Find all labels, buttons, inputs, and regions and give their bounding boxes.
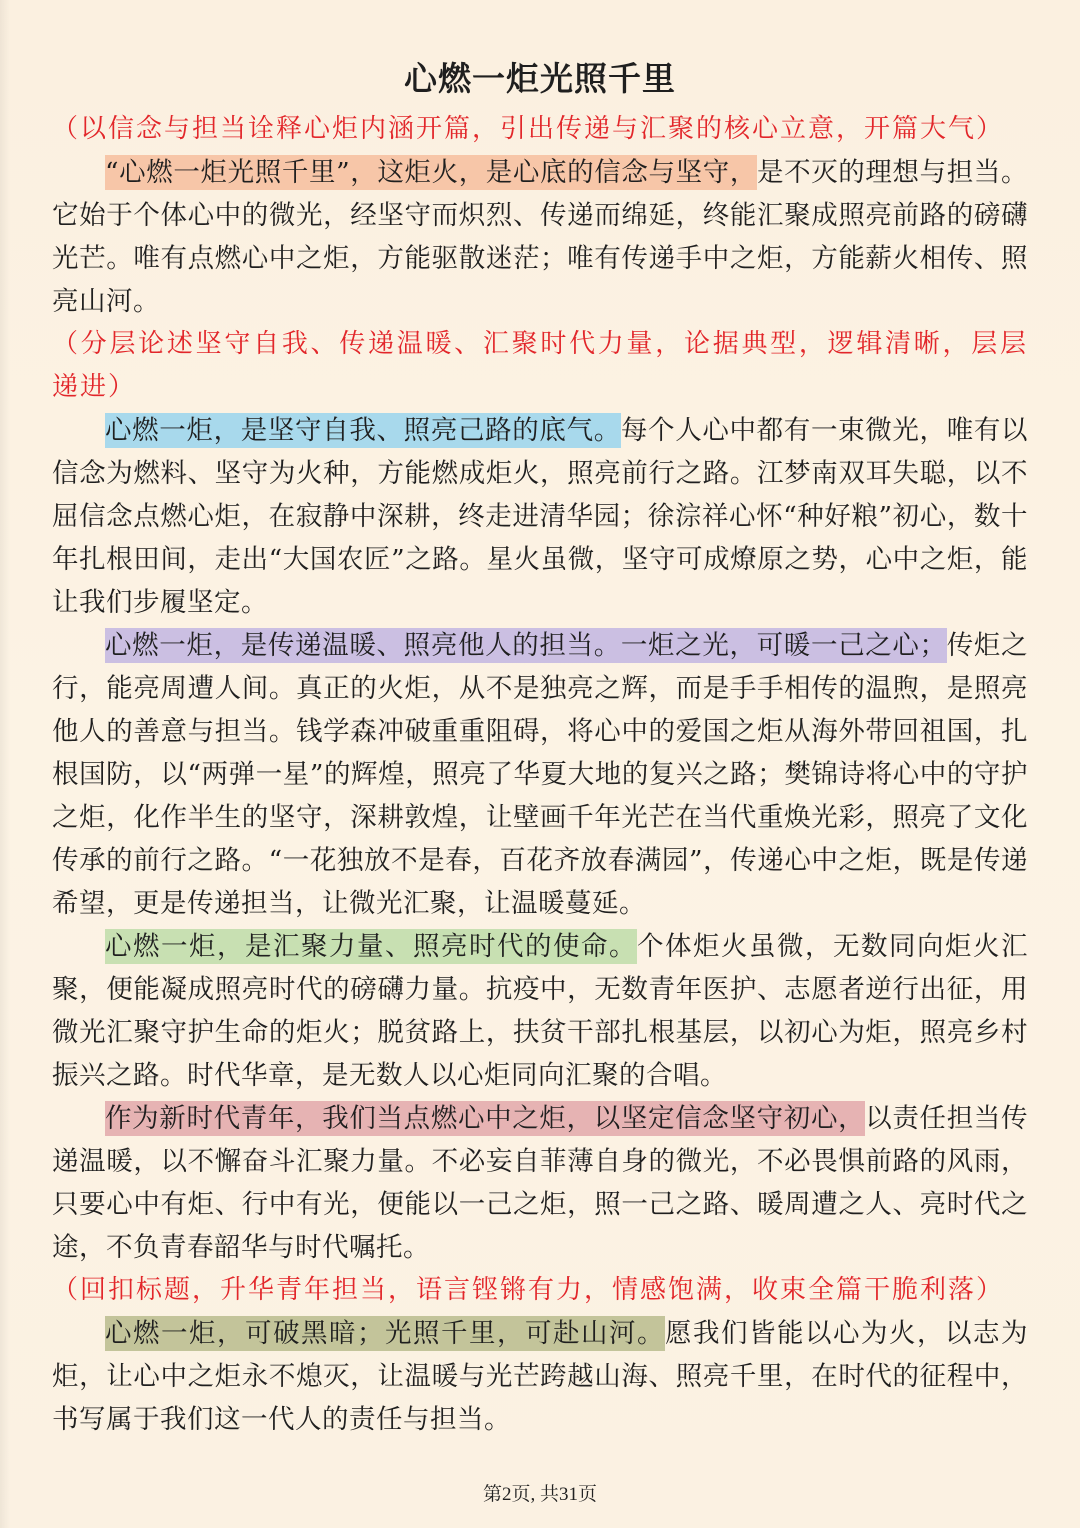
paragraph-text: 个体炬火虽微，无数同向炬火汇聚，便能凝成照亮时代的磅礴力量。抗疫中，无数青年医护、志愿者逆行出征，用微光汇聚守护生命的炬火；脱贫路上，扶贫干部扎根基层，以初心为炬，照亮乡村振兴之路。时代华章，是无数人以心炬同向汇聚的合唱。: [52, 931, 1028, 1091]
paragraph-text: 以责任担当传递温暖，以不懈奋斗汇聚力量。不必妄自菲薄自身的微光，不必畏惧前路的风雨，只要心中有炬、行中有光，便能以一己之炬，照一己之路、暖周遭之人、亮时代之途，不负青春韶华与时代嘱托。: [52, 1103, 1029, 1263]
highlight-orange: “心燃一炬光照千里”，这炬火，是心底的信念与坚守，: [105, 157, 757, 188]
highlight-green: 心燃一炬，是汇聚力量、照亮时代的使命。: [105, 931, 637, 962]
comment-body: （分层论述坚守自我、传递温暖、汇聚时代力量，论据典型，逻辑清晰，层层递进）: [52, 329, 1028, 402]
essay-title: 心燃一炬光照千里: [404, 59, 676, 98]
paragraph-text: 传炬之行，能亮周遭人间。真正的火炬，从不是独亮之辉，而是手手相传的温煦，是照亮他人的善意与担当。钱学森冲破重重阻碍，将心中的爱国之炬从海外带回祖国，扎根国防，以“两弹一星”的辉煌，照亮了华夏大地的复兴之路；樊锦诗将心中的守护之炬，化作半生的坚守，深耕敦煌，让壁画千年光芒在当代重焕光彩，照亮了文化传承的前行之路。“一花独放不是春，百花齐放春满园”，传递心中之炬，既是传递希望，更是传递担当，让微光汇聚，让温暖蔓延。: [52, 630, 1029, 919]
paragraph-6: [52, 1312, 1028, 1441]
paragraph-4: [52, 925, 1028, 1097]
comment-conclusion: （回扣标题，升华青年担当，语言铿锵有力，情感饱满，收束全篇干脆利落）: [52, 1275, 1005, 1305]
paragraph-2: [52, 409, 1028, 624]
comment-intro: （以信念与担当诠释心炬内涵开篇，引出传递与汇聚的核心立意，开篇大气）: [52, 114, 1005, 144]
paragraph-text: 是不灭的理想与担当。它始于个体心中的微光，经坚守而炽烈、传递而绵延，终能汇聚成照亮前路的磅礴光芒。唯有点燃心中之炬，方能驱散迷茫；唯有传递手中之炬，方能薪火相传、照亮山河。: [52, 157, 1028, 317]
highlight-red: 作为新时代青年，我们当点燃心中之炬，以坚定信念坚守初心，: [105, 1103, 866, 1134]
paragraph-text: 愿我们皆能以心为火，以志为炬，让心中之炬永不熄灭，让温暖与光芒跨越山海、照亮千里，在时代的征程中，书写属于我们这一代人的责任与担当。: [52, 1318, 1028, 1435]
highlight-purple: 心燃一炬，是传递温暖、照亮他人的担当。一炬之光，可暖一己之心；: [105, 630, 947, 661]
paragraph-5: [52, 1097, 1028, 1269]
paragraph-1: [52, 151, 1028, 323]
highlight-olive: 心燃一炬，可破黑暗；光照千里，可赴山河。: [105, 1318, 665, 1349]
paragraph-3: [52, 624, 1028, 925]
highlight-blue: 心燃一炬，是坚守自我、照亮己路的底气。: [105, 415, 621, 446]
page-number: 第2页, 共31页: [482, 1484, 597, 1505]
paragraph-text: 每个人心中都有一束微光，唯有以信念为燃料、坚守为火种，方能燃成炬火，照亮前行之路。江梦南双耳失聪，以不屈信念点燃心炬，在寂静中深耕，终走进清华园；徐淙祥心怀“种好粮”初心，数十年扎根田间，走出“大国农匠”之路。星火虽微，坚守可成燎原之势，心中之炬，能让我们步履坚定。: [52, 415, 1029, 618]
